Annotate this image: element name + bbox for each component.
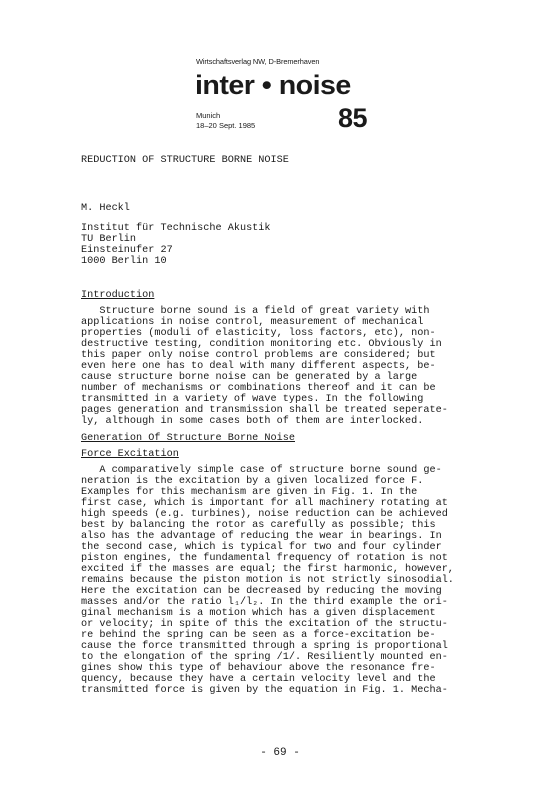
body-line: A comparatively simple case of structure borne sound ge- xyxy=(81,465,442,476)
subsection-heading-force-excitation: Force Excitation xyxy=(81,449,179,460)
affiliation-line: Institut für Technische Akustik xyxy=(81,223,271,234)
page-number: - 69 - xyxy=(260,747,300,759)
body-line: properties (moduli of elasticity, loss factors, etc), non- xyxy=(81,328,436,339)
section-heading-generation: Generation Of Structure Borne Noise xyxy=(81,433,295,444)
body-line: best by balancing the rotor as carefully as possible; this xyxy=(81,520,436,531)
body-line: high speeds (e.g. turbines), noise reduction can be achieved xyxy=(81,509,448,520)
conference-logo: inter • noise xyxy=(195,70,351,100)
body-line: cause the force transmitted through a spring is proportional xyxy=(81,641,448,652)
body-line: ginal mechanism is a motion which has a given displacement xyxy=(81,608,436,619)
paper-title: REDUCTION OF STRUCTURE BORNE NOISE xyxy=(81,155,289,166)
body-line: to the elongation of the spring /1/. Resiliently mounted en- xyxy=(81,652,448,663)
body-line: Here the excitation can be decreased by reducing the moving xyxy=(81,586,442,597)
conference-year: 85 xyxy=(337,103,367,133)
author-name: M. Heckl xyxy=(81,203,130,214)
body-line: gines show this type of behaviour above the resonance fre- xyxy=(81,663,436,674)
body-line: quency, because they have a certain velocity level and the xyxy=(81,674,436,685)
body-line: neration is the excitation by a given localized force F. xyxy=(81,476,424,487)
body-line: ly, although in some cases both of them are interlocked. xyxy=(81,416,424,427)
conference-city: Munich xyxy=(196,111,221,120)
body-line: remains because the piston motion is not strictly sinosodial. xyxy=(81,575,454,586)
body-line: excited if the masses are equal; the first harmonic, however, xyxy=(81,564,454,575)
body-line: this paper only noise control problems are considered; but xyxy=(81,350,436,361)
publisher-line: Wirtschaftsverlag NW, D-Bremerhaven xyxy=(196,57,320,66)
affiliation-line: 1000 Berlin 10 xyxy=(81,256,167,267)
body-line: the second case, which is typical for two and four cylinder xyxy=(81,542,442,553)
body-line: even here one has to deal with many different aspects, be- xyxy=(81,361,436,372)
body-line: cause structure borne noise can be generated by a large xyxy=(81,372,418,383)
body-line: piston engines, the fundamental frequency of rotation is not xyxy=(81,553,448,564)
conference-dates: 18–20 Sept. 1985 xyxy=(196,121,256,130)
body-line: transmitted force is given by the equation in Fig. 1. Mecha- xyxy=(81,685,448,696)
body-line: transmitted in a variety of wave types. In the following xyxy=(81,394,424,405)
section-heading-introduction: Introduction xyxy=(81,290,155,301)
body-line: also has the advantage of reducing the wear in bearings. In xyxy=(81,531,442,542)
body-line: pages generation and transmission shall be treated seperate- xyxy=(81,405,448,416)
body-line: destructive testing, condition monitoring etc. Obviously in xyxy=(81,339,442,350)
affiliation-line: TU Berlin xyxy=(81,234,137,245)
affiliation-line: Einsteinufer 27 xyxy=(81,245,173,256)
body-line: Examples for this mechanism are given in Fig. 1. In the xyxy=(81,487,418,498)
body-line: first case, which is important for all machinery rotating at xyxy=(81,498,448,509)
body-line: number of mechanisms or combinations thereof and it can be xyxy=(81,383,436,394)
body-line: or velocity; in spite of this the excitation of the structu- xyxy=(81,619,448,630)
body-line: applications in noise control, measurement of mechanical xyxy=(81,317,424,328)
conference-masthead xyxy=(195,57,370,132)
body-line: re behind the spring can be seen as a force-excitation be- xyxy=(81,630,436,641)
body-line: Structure borne sound is a field of great variety with xyxy=(81,306,430,317)
body-line: masses and/or the ratio l₁/l₂. In the third example the ori- xyxy=(81,597,448,608)
